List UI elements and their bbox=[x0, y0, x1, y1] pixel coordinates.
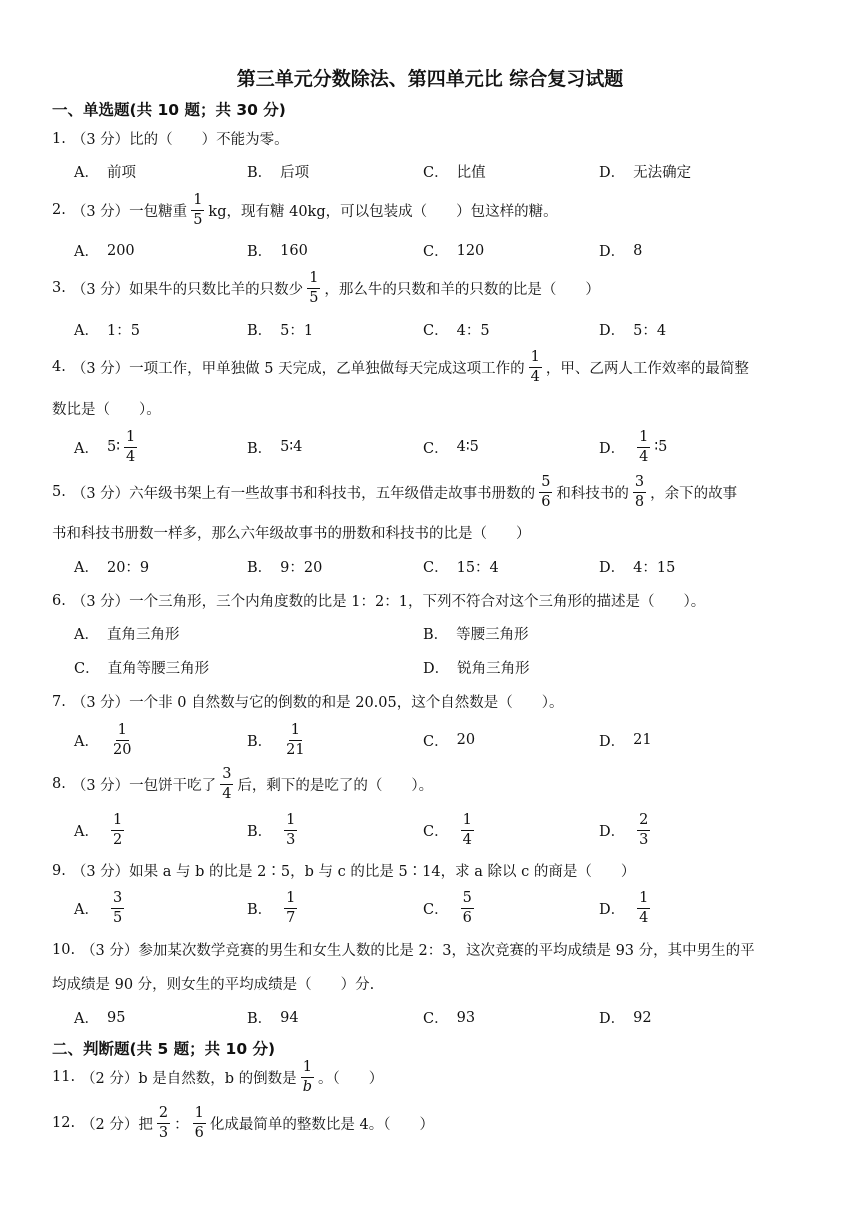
question-number: 8. bbox=[52, 776, 66, 792]
option-text: 9：20 bbox=[280, 560, 323, 576]
option-letter: A． bbox=[74, 733, 99, 750]
question-number: 11. bbox=[52, 1069, 76, 1085]
question-text: （3 分）一包糖重 bbox=[71, 203, 188, 220]
question-text: （3 分）比的（ ）不能为零。 bbox=[71, 132, 289, 148]
question-text: （3 分）一项工作，甲单独做 5 天完成，乙单独做每天完成这项工作的 bbox=[71, 360, 525, 377]
option-letter: C． bbox=[423, 560, 449, 576]
option-letter: B． bbox=[247, 323, 273, 339]
option-a[interactable] bbox=[74, 240, 135, 261]
option-letter: A． bbox=[74, 323, 99, 339]
option-letter: B． bbox=[247, 823, 273, 840]
option-letter: A． bbox=[74, 440, 99, 457]
question-number: 4. bbox=[52, 359, 66, 375]
question-2 bbox=[52, 188, 558, 232]
option-text: 5：1 bbox=[280, 323, 314, 339]
option-text: 21 bbox=[633, 732, 652, 748]
fraction: $\frac{1}{5}$ bbox=[193, 192, 203, 228]
question-text: 后，剩下的是吃了的（ ）。 bbox=[237, 777, 434, 794]
fraction: $\frac{1}{4}$ bbox=[462, 812, 472, 848]
option-c[interactable] bbox=[423, 718, 475, 762]
page-title: 第三单元分数除法、第四单元比 综合复习试题 bbox=[236, 68, 624, 90]
question-number: 12. bbox=[52, 1115, 76, 1131]
option-a[interactable] bbox=[74, 1007, 125, 1028]
question-8 bbox=[52, 762, 433, 806]
question-text: （3 分）六年级书架上有一些故事书和科技书，五年级借走故事书册数的 bbox=[71, 485, 536, 502]
question-11 bbox=[52, 1055, 383, 1099]
question-number: 5. bbox=[52, 484, 66, 500]
option-text: 锐角三角形 bbox=[457, 661, 530, 677]
question-number: 6. bbox=[52, 592, 66, 609]
option-a[interactable] bbox=[74, 886, 128, 930]
question-text: 。（ ） bbox=[317, 1070, 384, 1087]
question-text: （3 分）如果 a 与 b 的比是 2∶5，b 与 c 的比是 5∶14，求 a 除以 c 的商是（ ） bbox=[71, 864, 636, 880]
option-b[interactable] bbox=[247, 426, 302, 468]
option-letter: D． bbox=[599, 733, 626, 750]
option-letter: B． bbox=[247, 901, 273, 918]
question-text: （2 分）把 bbox=[81, 1116, 153, 1133]
question-text: 化成最简单的整数比是 4。（ ） bbox=[209, 1116, 434, 1133]
question-number: 3. bbox=[52, 280, 66, 296]
option-text: 92 bbox=[633, 1009, 652, 1026]
question-7 bbox=[52, 691, 564, 712]
question-number: 2. bbox=[52, 202, 66, 218]
option-text: 15：4 bbox=[456, 560, 499, 576]
option-text: ∶5 bbox=[654, 439, 668, 455]
question-text: （2 分）b 是自然数，b 的倒数是 bbox=[81, 1070, 297, 1087]
option-c[interactable] bbox=[423, 556, 499, 577]
fraction: $\frac{2}{3}$ bbox=[639, 812, 649, 848]
option-letter: D． bbox=[599, 165, 626, 181]
option-text: 4：5 bbox=[456, 323, 490, 339]
option-b[interactable] bbox=[247, 319, 313, 340]
option-b[interactable] bbox=[247, 886, 301, 930]
option-letter: C． bbox=[423, 323, 449, 339]
option-text: 1：5 bbox=[106, 323, 140, 339]
question-text: （3 分）一个三角形，三个内角度数的比是 1：2：1，下列不符合对这个三角形的描述是（ ）。 bbox=[71, 594, 706, 610]
fraction: $\frac{2}{3}$ bbox=[158, 1105, 169, 1141]
fraction: $\frac{1}{2}$ bbox=[112, 812, 123, 848]
option-letter: B． bbox=[247, 560, 273, 576]
option-letter: B． bbox=[247, 733, 273, 750]
fraction: $\frac{1}{20}$ bbox=[112, 722, 132, 758]
option-d[interactable] bbox=[599, 556, 675, 577]
option-b[interactable] bbox=[247, 808, 301, 852]
question-number: 1. bbox=[52, 130, 66, 147]
option-a[interactable] bbox=[74, 319, 140, 340]
option-letter: A． bbox=[74, 627, 99, 643]
question-text: 均成绩是 90 分，则女生的平均成绩是（ ）分. bbox=[52, 977, 375, 993]
option-d[interactable] bbox=[599, 426, 667, 468]
option-a[interactable] bbox=[74, 161, 136, 182]
option-text: 5：4 bbox=[633, 323, 667, 339]
option-text: 直角等腰三角形 bbox=[107, 661, 210, 677]
option-b[interactable] bbox=[423, 623, 529, 644]
option-letter: C． bbox=[423, 440, 449, 457]
question-4-continued bbox=[52, 398, 161, 419]
option-a[interactable] bbox=[74, 808, 128, 852]
question-5-continued bbox=[52, 522, 531, 543]
option-a[interactable] bbox=[74, 556, 149, 577]
option-d[interactable] bbox=[599, 240, 642, 261]
question-number: 10. bbox=[52, 941, 76, 958]
option-d[interactable] bbox=[423, 657, 530, 678]
option-text: 等腰三角形 bbox=[456, 627, 529, 643]
option-d[interactable] bbox=[599, 718, 652, 762]
fraction: $\frac{3}{4}$ bbox=[222, 766, 232, 802]
question-10-continued bbox=[52, 973, 374, 994]
option-letter: C． bbox=[423, 244, 449, 260]
option-text: 5∶4 bbox=[280, 439, 303, 455]
fraction: $\frac{3}{5}$ bbox=[112, 890, 123, 926]
option-letter: D． bbox=[599, 323, 626, 339]
option-b[interactable] bbox=[247, 556, 322, 577]
question-text: 和科技书的 bbox=[556, 485, 629, 502]
option-d[interactable] bbox=[599, 1007, 652, 1028]
option-c[interactable] bbox=[423, 161, 486, 182]
option-letter: A． bbox=[74, 823, 99, 840]
option-letter: B． bbox=[247, 244, 273, 260]
question-text: （3 分）一个非 0 自然数与它的倒数的和是 20.05，这个自然数是（ ）。 bbox=[71, 695, 564, 711]
option-letter: C． bbox=[423, 733, 449, 750]
question-6 bbox=[52, 590, 705, 611]
option-text: 5∶ bbox=[106, 439, 120, 455]
question-4 bbox=[52, 345, 749, 389]
option-text: 前项 bbox=[106, 165, 136, 181]
question-text: （3 分）如果牛的只数比羊的只数少 bbox=[71, 281, 304, 298]
question-5 bbox=[52, 470, 737, 514]
option-c[interactable] bbox=[423, 319, 490, 340]
question-number: 9. bbox=[52, 862, 66, 879]
option-d[interactable] bbox=[599, 319, 666, 340]
option-letter: B． bbox=[247, 440, 273, 457]
option-text: 8 bbox=[633, 242, 643, 259]
option-letter: D． bbox=[599, 901, 626, 918]
option-text: 20：9 bbox=[106, 560, 150, 576]
fraction: $\frac{1}{3}$ bbox=[286, 812, 296, 848]
option-letter: D． bbox=[599, 1011, 626, 1027]
ratio-separator: ： bbox=[174, 1116, 189, 1133]
question-number: 7. bbox=[52, 693, 66, 710]
fraction: $\frac{5}{6}$ bbox=[462, 890, 472, 926]
option-d[interactable] bbox=[599, 886, 654, 930]
option-text: 120 bbox=[456, 242, 485, 259]
section-heading-single-choice: 一、单选题(共 10 题；共 30 分) bbox=[52, 101, 286, 119]
fraction: $\frac{1}{21}$ bbox=[286, 722, 305, 758]
fraction: $\frac{1}{4}$ bbox=[639, 429, 649, 465]
option-letter: A． bbox=[74, 560, 99, 576]
option-a[interactable] bbox=[74, 426, 141, 468]
question-text: ，余下的故事 bbox=[650, 485, 738, 502]
question-10 bbox=[52, 939, 755, 960]
fraction: $\frac{1}{6}$ bbox=[194, 1105, 204, 1141]
option-letter: D． bbox=[599, 823, 626, 840]
fraction: $\frac{1}{4}$ bbox=[530, 349, 540, 385]
question-12 bbox=[52, 1101, 434, 1145]
option-letter: A． bbox=[74, 1011, 99, 1027]
option-letter: C． bbox=[423, 901, 449, 918]
fraction: $\frac{1}{7}$ bbox=[286, 890, 296, 926]
question-text: （3 分）一包饼干吃了 bbox=[71, 777, 217, 794]
option-b[interactable] bbox=[247, 718, 311, 762]
fraction: $\frac{5}{6}$ bbox=[541, 474, 551, 510]
option-text: 直角三角形 bbox=[106, 627, 180, 643]
question-text: （3 分）参加某次数学竞赛的男生和女生人数的比是 2：3，这次竞赛的平均成绩是 93 分，其中男生的平 bbox=[81, 943, 755, 959]
fraction: $\frac{1}{4}$ bbox=[125, 429, 136, 465]
option-c[interactable] bbox=[423, 808, 478, 852]
question-3 bbox=[52, 266, 600, 310]
option-letter: B． bbox=[423, 627, 449, 643]
question-text: ，甲、乙两人工作效率的最简整 bbox=[545, 360, 749, 377]
fraction: $\frac{1}{b}$ bbox=[302, 1059, 312, 1095]
option-c[interactable] bbox=[423, 1007, 475, 1028]
option-letter: A． bbox=[74, 244, 99, 260]
option-a[interactable] bbox=[74, 623, 179, 644]
option-c[interactable] bbox=[423, 426, 479, 468]
question-text: 书和科技书册数一样多，那么六年级故事书的册数和科技书的比是（ ） bbox=[52, 526, 531, 542]
option-text: 比值 bbox=[456, 165, 486, 181]
question-text: ，那么牛的只数和羊的只数的比是（ ） bbox=[324, 281, 600, 298]
option-a[interactable] bbox=[74, 718, 137, 762]
option-text: 无法确定 bbox=[633, 165, 692, 181]
option-letter: C． bbox=[74, 661, 100, 677]
option-letter: A． bbox=[74, 901, 99, 918]
option-b[interactable] bbox=[247, 1007, 299, 1028]
question-text: kg，现有糖 40kg，可以包装成（ ）包这样的糖。 bbox=[208, 203, 558, 220]
option-text: 4∶5 bbox=[456, 439, 479, 455]
option-text: 94 bbox=[280, 1009, 299, 1026]
option-b[interactable] bbox=[247, 161, 309, 182]
option-letter: A． bbox=[74, 165, 99, 181]
option-letter: C． bbox=[423, 1011, 449, 1027]
option-letter: D． bbox=[599, 440, 626, 457]
option-letter: D． bbox=[599, 244, 626, 260]
fraction: $\frac{3}{8}$ bbox=[634, 474, 645, 510]
fraction: $\frac{1}{4}$ bbox=[639, 890, 649, 926]
option-letter: B． bbox=[247, 165, 273, 181]
option-c[interactable] bbox=[423, 886, 478, 930]
option-b[interactable] bbox=[247, 240, 308, 261]
option-c[interactable] bbox=[423, 240, 484, 261]
question-text: 数比是（ ）。 bbox=[52, 402, 161, 418]
option-letter: C． bbox=[423, 165, 449, 181]
option-letter: D． bbox=[423, 661, 450, 677]
option-text: 200 bbox=[106, 242, 135, 259]
option-c[interactable] bbox=[74, 657, 209, 678]
option-letter: B． bbox=[247, 1011, 273, 1027]
option-letter: D． bbox=[599, 560, 626, 576]
question-1 bbox=[52, 128, 289, 149]
option-text: 后项 bbox=[280, 165, 310, 181]
option-text: 160 bbox=[280, 242, 308, 259]
option-d[interactable] bbox=[599, 808, 654, 852]
question-9 bbox=[52, 860, 635, 881]
option-letter: C． bbox=[423, 823, 449, 840]
option-text: 93 bbox=[456, 1009, 476, 1026]
option-text: 20 bbox=[456, 732, 476, 748]
option-d[interactable] bbox=[599, 161, 691, 182]
section-heading-true-false: 二、判断题(共 5 题；共 10 分) bbox=[52, 1040, 276, 1058]
fraction: $\frac{1}{5}$ bbox=[309, 270, 319, 306]
option-text: 95 bbox=[106, 1009, 126, 1026]
option-text: 4：15 bbox=[633, 560, 676, 576]
